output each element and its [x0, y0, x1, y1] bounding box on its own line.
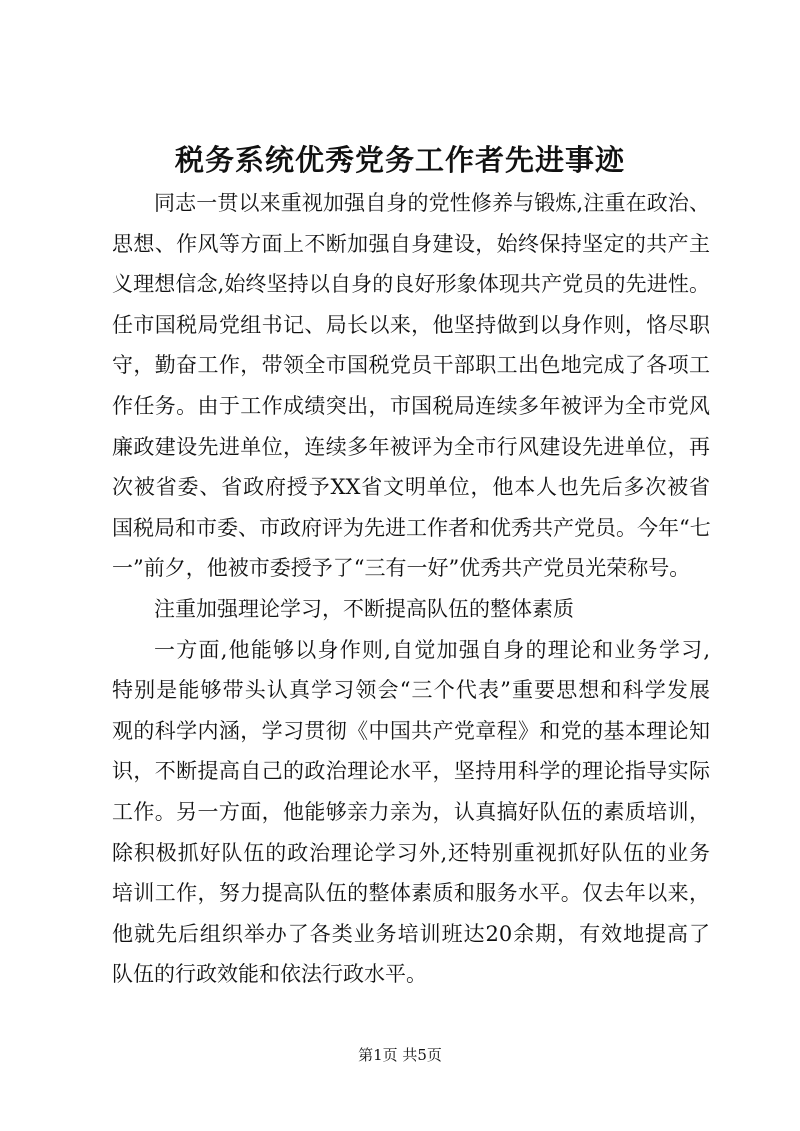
text-line: 义理想信念,始终坚持以自身的良好形象体现共产党员的先进性。: [112, 272, 710, 297]
text-line: 培训工作，努力提高队伍的整体素质和服务水平。仅去年以来，: [112, 881, 710, 906]
text-line: 同志一贯以来重视加强自身的党性修养与锻炼,注重在政治、: [154, 191, 710, 215]
text-line: 守，勤奋工作，带领全市国税党员干部职工出色地完成了各项工: [112, 353, 710, 378]
text-line: 识，不断提高自己的政治理论水平，坚持用科学的理论指导实际: [112, 759, 710, 784]
text-line: 观的科学内涵，学习贯彻《中国共产党章程》和党的基本理论知: [112, 718, 710, 743]
text-line: 队伍的行政效能和依法行政水平。: [112, 962, 427, 987]
text-line: 注重加强理论学习，不断提高队伍的整体素质: [154, 596, 574, 621]
text-line: 作任务。由于工作成绩突出，市国税局连续多年被评为全市党风: [112, 393, 710, 418]
document-body: [112, 183, 710, 995]
text-line: 他就先后组织举办了各类业务培训班达20余期，有效地提高了: [112, 921, 710, 946]
page-number: 第1页 共5页: [358, 1046, 442, 1064]
paragraph: [112, 183, 710, 589]
paragraph: [112, 630, 710, 995]
text-line: 廉政建设先进单位，连续多年被评为全市行风建设先进单位，再: [112, 434, 710, 459]
text-line: 思想、作风等方面上不断加强自身建设，始终保持坚定的共产主: [112, 231, 710, 256]
text-line: 次被省委、省政府授予XX省文明单位，他本人也先后多次被省: [112, 475, 710, 500]
document-title: 税务系统优秀党务工作者先进事迹: [174, 143, 625, 177]
text-line: 任市国税局党组书记、局长以来，他坚持做到以身作则，恪尽职: [112, 312, 710, 337]
text-line: 国税局和市委、市政府评为先进工作者和优秀共产党员。今年“七: [112, 515, 711, 540]
text-line: 一”前夕，他被市委授予了“三有一好”优秀共产党员光荣称号。: [112, 556, 691, 581]
text-line: 工作。另一方面，他能够亲力亲为，认真搞好队伍的素质培训，: [112, 799, 710, 824]
section-heading: [112, 589, 710, 630]
text-line: 除积极抓好队伍的政治理论学习外,还特别重视抓好队伍的业务: [112, 840, 710, 865]
text-line: 一方面,他能够以身作则,自觉加强自身的理论和业务学习,: [154, 637, 710, 662]
text-line: 特别是能够带头认真学习领会“三个代表”重要思想和科学发展: [112, 678, 710, 703]
